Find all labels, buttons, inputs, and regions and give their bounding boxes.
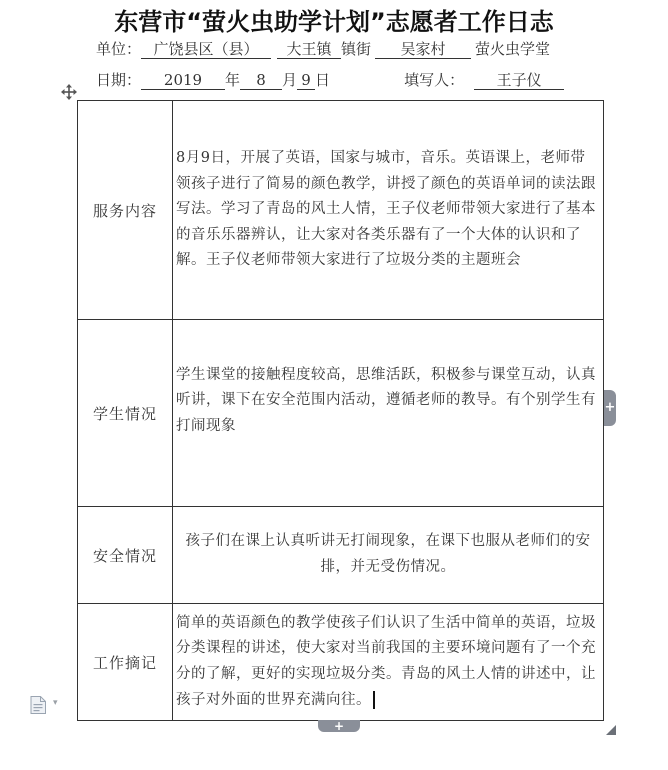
row-content-students[interactable]: 学生课堂的接触程度较高，思维活跃，积极参与课堂互动，认真听讲，课下在安全范围内活动，遵循老师的教导。有个别学生有打闹现象 [173,320,604,507]
table-row [78,604,604,721]
day-suffix: 日 [315,71,331,89]
add-row-button[interactable]: + [318,720,360,732]
document-icon[interactable] [30,696,46,714]
document-title: 东营市“萤火虫助学计划”志愿者工作日志 [114,8,554,36]
table-row [78,320,604,507]
notes-text: 简单的英语颜色的教学使孩子们认识了生活中简单的英语，垃圾分类课程的讲述，使大家对当前我国的主要环境问题有了一个充分的了解，更好的实现垃圾分类。青岛的风土人情的讲述中，让孩子对外面的世界充满向往。 [176,614,596,708]
unit-label: 单位： [96,40,142,58]
month-field[interactable]: 8 [240,72,282,90]
move-arrows-icon[interactable] [61,84,77,100]
row-content-service[interactable]: 8月9日，开展了英语，国家与城市，音乐。英语课上，老师带领孩子进行了简易的颜色教学，讲授了颜色的英语单词的读法跟写法。学习了青岛的风土人情，王子仪老师带领大家进行了基本的音乐乐器辨认，让大家对各类乐器有了一个大体的认识和了解。王子仪老师带领大家进行了垃圾分类的主题班会 [173,101,604,320]
resize-corner-icon[interactable] [604,720,616,732]
classroom-name: 萤火虫学堂 [475,40,551,58]
writer-label: 填写人： [404,71,465,89]
town-field[interactable]: 大王镇 [277,41,341,59]
writer-field[interactable]: 王子仪 [474,72,564,90]
date-label: 日期： [96,71,142,89]
row-content-notes[interactable] [173,604,604,721]
day-field[interactable]: 9 [297,72,315,90]
row-label-safety[interactable]: 安全情况 [78,507,173,604]
chevron-down-icon[interactable]: ▾ [53,698,58,708]
row-content-safety[interactable]: 孩子们在课上认真听讲无打闹现象，在课下也服从老师们的安排，并无受伤情况。 [173,507,604,604]
unit-row [96,38,550,59]
row-label-notes[interactable]: 工作摘记 [78,604,173,721]
text-caret [373,691,375,709]
row-label-students[interactable]: 学生情况 [78,320,173,507]
village-field[interactable]: 吴家村 [375,41,471,59]
year-field[interactable]: 2019 [141,72,225,90]
add-column-button[interactable]: + [604,390,616,426]
month-suffix: 月 [282,71,298,89]
town-suffix: 镇街 [341,40,372,58]
year-suffix: 年 [225,71,241,89]
date-row [96,69,564,90]
county-field[interactable]: 广饶县区（县） [141,41,271,59]
table-row [78,507,604,604]
row-label-service[interactable]: 服务内容 [78,101,173,320]
table-row [78,101,604,320]
work-log-table [77,100,604,721]
